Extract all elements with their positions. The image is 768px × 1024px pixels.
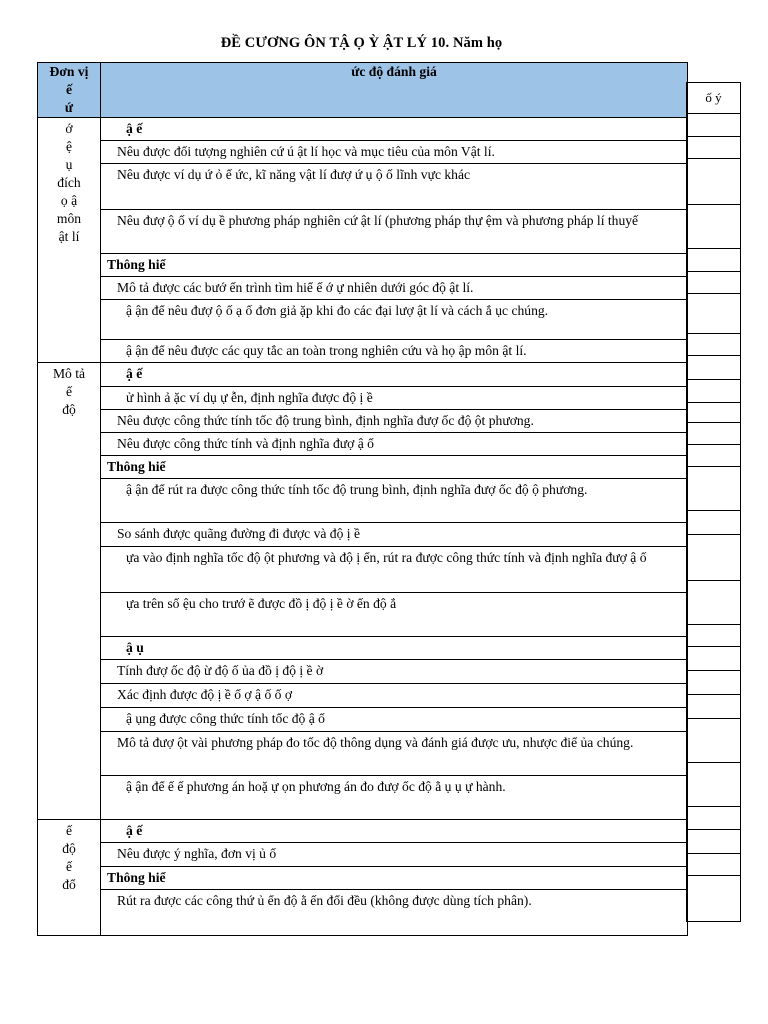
level-heading: ậ ụ — [101, 637, 688, 660]
criteria-column-header: ức độ đánh giá — [101, 63, 688, 118]
question-count-cell — [687, 647, 741, 671]
header-row — [38, 63, 688, 118]
criteria-text: ử hình ả ặc ví dụ ự ễn, định nghĩa được độ ị ề — [101, 387, 688, 410]
level-heading: Thông hiể — [101, 254, 688, 277]
criteria-row — [38, 141, 688, 164]
unit-name-line: ế — [65, 384, 73, 399]
criteria-text: Rút ra được các công thứ ủ ển độ ằ ến đổi đều (không được dùng tích phân). — [101, 890, 688, 936]
question-count-cell — [687, 423, 741, 445]
unit-name-line: ệ — [65, 139, 73, 154]
criteria-row — [38, 277, 688, 300]
level-heading: Thông hiể — [101, 456, 688, 479]
level-heading: ậ ế — [101, 363, 688, 387]
question-count-cell — [687, 830, 741, 854]
criteria-row — [38, 593, 688, 637]
question-count-cell — [687, 445, 741, 467]
question-count-cell — [687, 763, 741, 807]
criteria-text: Nêu được công thức tính và định nghĩa đượ ậ ố — [101, 433, 688, 456]
question-count-cell — [687, 625, 741, 647]
criteria-row — [38, 684, 688, 708]
level-heading: ậ ế — [101, 820, 688, 843]
unit-name-line: ế — [65, 859, 73, 874]
unit-name-cell — [38, 118, 101, 363]
question-count-cell — [687, 695, 741, 719]
criteria-row — [38, 890, 688, 936]
question-count-cell — [687, 205, 741, 249]
criteria-row — [38, 660, 688, 684]
criteria-row — [38, 164, 688, 210]
criteria-text: Tính đượ ốc độ ừ độ ố ủa đồ ị độ ị ề ờ — [101, 660, 688, 684]
criteria-text: ậ ụng được công thức tính tốc độ ậ ố — [101, 708, 688, 732]
question-count-cell — [687, 137, 741, 159]
unit-header-line: Đơn vị — [49, 64, 89, 79]
criteria-row — [38, 387, 688, 410]
question-count-cell — [687, 356, 741, 380]
criteria-text: ậ ận để ế ế phương án hoặ ự ọn phương án đo đượ ốc độ ằ ụ ụ ự hành. — [101, 776, 688, 820]
unit-name-line: đích — [57, 175, 81, 190]
criteria-text: ậ ận để nêu được các quy tắc an toàn trong nghiên cứu và họ ập môn ật lí. — [101, 340, 688, 363]
criteria-text: Nêu được công thức tính tốc độ trung bình, định nghĩa đượ ốc độ ột phương. — [101, 410, 688, 433]
criteria-text: ựa vào định nghĩa tốc độ ột phương và độ ị ển, rút ra được công thức tính và định nghĩa đượ ậ ố — [101, 547, 688, 593]
syllabus-table — [37, 62, 688, 936]
criteria-text: ậ ận để nêu đượ ộ ố ạ ố đơn giả ặp khi đo các đại lượ ật lí và cách ắ ục chúng. — [101, 300, 688, 340]
criteria-row — [38, 732, 688, 776]
criteria-row — [38, 843, 688, 867]
criteria-row — [38, 210, 688, 254]
document-title: ĐỀ CƯƠNG ÔN TẬ Ọ Ỳ ẬT LÝ 10. Năm họ — [220, 35, 503, 51]
question-count-cell — [687, 807, 741, 830]
criteria-row — [38, 363, 688, 387]
unit-name-line: Mô tả — [52, 366, 86, 381]
criteria-text: Nêu được ý nghĩa, đơn vị ủ ố — [101, 843, 688, 867]
unit-header-line: ế — [65, 82, 73, 97]
question-count-cell — [687, 334, 741, 356]
criteria-row — [38, 820, 688, 843]
question-count-cell — [687, 511, 741, 535]
unit-name-line: ụ — [65, 157, 73, 172]
question-count-cell — [687, 380, 741, 403]
question-count-header: ố ý — [687, 83, 741, 114]
question-count-cell — [687, 294, 741, 334]
criteria-row — [38, 433, 688, 456]
criteria-row — [38, 547, 688, 593]
question-count-cell — [687, 876, 741, 922]
unit-name-line: độ — [62, 841, 76, 856]
unit-name-line: ọ ậ — [60, 193, 78, 208]
unit-name-cell — [38, 363, 101, 820]
unit-header-line: ứ — [64, 100, 74, 115]
criteria-text: ựa trên số ệu cho trướ ẽ được đồ ị độ ị ề ờ ến độ ắ — [101, 593, 688, 637]
question-count-cell — [687, 854, 741, 876]
question-count-cell — [687, 581, 741, 625]
unit-name-cell — [38, 820, 101, 936]
question-count-cell — [687, 272, 741, 294]
criteria-row — [38, 867, 688, 890]
question-count-column — [686, 82, 741, 922]
criteria-text: Xác định được độ ị ề ố ợ ậ ố ố ợ — [101, 684, 688, 708]
criteria-text: Nêu được ví dụ ứ ỏ ế ức, kĩ năng vật lí đượ ứ ụ ộ ố lĩnh vực khác — [101, 164, 688, 210]
question-count-cell — [687, 671, 741, 695]
question-count-cell — [687, 249, 741, 272]
criteria-row — [38, 410, 688, 433]
unit-name-line: độ — [62, 402, 76, 417]
question-count-cell — [687, 467, 741, 511]
criteria-row — [38, 118, 688, 141]
unit-name-line: ớ — [65, 121, 73, 136]
criteria-text: Mô tả được các bướ ến trình tìm hiể ế ớ ự nhiên dưới góc độ ật lí. — [101, 277, 688, 300]
question-count-cell — [687, 719, 741, 763]
criteria-text: Nêu đượ ộ ố ví dụ ề phương pháp nghiên cứ ật lí (phương pháp thự ệm và phương pháp lí thuyế — [101, 210, 688, 254]
criteria-row — [38, 456, 688, 479]
unit-name-line: môn — [56, 211, 82, 226]
criteria-row — [38, 637, 688, 660]
unit-name-line: ế — [65, 823, 73, 838]
criteria-row — [38, 254, 688, 277]
criteria-row — [38, 776, 688, 820]
unit-column-header — [38, 63, 101, 118]
level-heading: ậ ế — [101, 118, 688, 141]
criteria-text: Nêu được đối tượng nghiên cứ ú ật lí học và mục tiêu của môn Vật lí. — [101, 141, 688, 164]
criteria-row — [38, 708, 688, 732]
criteria-row — [38, 523, 688, 547]
question-count-cell — [687, 114, 741, 137]
criteria-row — [38, 340, 688, 363]
question-count-cell — [687, 159, 741, 205]
criteria-text: ậ ận để rút ra được công thức tính tốc độ trung bình, định nghĩa đượ ốc độ ộ phương. — [101, 479, 688, 523]
criteria-row — [38, 479, 688, 523]
unit-name-line: đổ — [62, 877, 76, 892]
unit-name-line: ật lí — [58, 229, 80, 244]
question-count-cell — [687, 403, 741, 423]
question-count-cell — [687, 535, 741, 581]
criteria-text: Mô tả đượ ột vài phương pháp đo tốc độ thông dụng và đánh giá được ưu, nhược điể ủa chúng. — [101, 732, 688, 776]
criteria-row — [38, 300, 688, 340]
criteria-text: So sánh được quãng đường đi được và độ ị ề — [101, 523, 688, 547]
level-heading: Thông hiể — [101, 867, 688, 890]
